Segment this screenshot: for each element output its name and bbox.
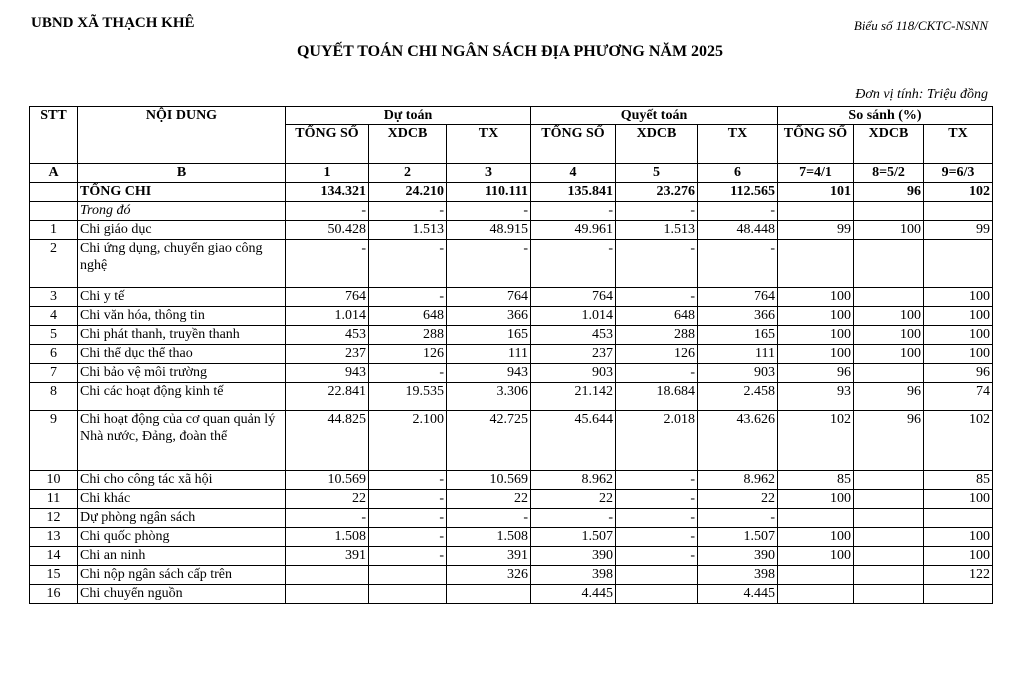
header-code: 6 bbox=[698, 164, 778, 183]
cell-value bbox=[854, 288, 924, 307]
cell-value: 85 bbox=[778, 471, 854, 490]
cell-stt: 3 bbox=[30, 288, 78, 307]
cell-value: 288 bbox=[369, 326, 447, 345]
cell-stt: 13 bbox=[30, 528, 78, 547]
cell-value: - bbox=[698, 509, 778, 528]
cell-value: 100 bbox=[924, 345, 993, 364]
cell-value: - bbox=[447, 509, 531, 528]
cell-stt: 4 bbox=[30, 307, 78, 326]
cell-value bbox=[924, 509, 993, 528]
cell-value: - bbox=[369, 547, 447, 566]
cell-value: 366 bbox=[447, 307, 531, 326]
table-row bbox=[30, 288, 993, 307]
cell-value: 1.513 bbox=[369, 221, 447, 240]
table-row bbox=[30, 528, 993, 547]
cell-value bbox=[854, 585, 924, 604]
cell-value: 10.569 bbox=[286, 471, 369, 490]
cell-value: 1.507 bbox=[698, 528, 778, 547]
organization-name: UBND XÃ THẠCH KHÊ bbox=[31, 15, 195, 31]
cell-content: Chi cho công tác xã hội bbox=[78, 471, 286, 490]
cell-content: Chi phát thanh, truyền thanh bbox=[78, 326, 286, 345]
cell-value bbox=[854, 471, 924, 490]
table-row bbox=[30, 509, 993, 528]
cell-value: 126 bbox=[616, 345, 698, 364]
cell-value bbox=[616, 566, 698, 585]
header-content: NỘI DUNG bbox=[78, 107, 286, 164]
cell-stt: 14 bbox=[30, 547, 78, 566]
cell-value: - bbox=[616, 364, 698, 383]
cell-value bbox=[369, 566, 447, 585]
cell-value: - bbox=[286, 509, 369, 528]
header-code: 3 bbox=[447, 164, 531, 183]
header-row-codes bbox=[30, 164, 993, 183]
cell-value: - bbox=[369, 240, 447, 288]
cell-value: 3.306 bbox=[447, 383, 531, 411]
header-sub: TX bbox=[924, 125, 993, 164]
cell-value: 1.508 bbox=[447, 528, 531, 547]
cell-value: - bbox=[616, 547, 698, 566]
cell-value: 398 bbox=[531, 566, 616, 585]
cell-value: 49.961 bbox=[531, 221, 616, 240]
cell-value: 288 bbox=[616, 326, 698, 345]
cell-value: 110.111 bbox=[447, 183, 531, 202]
cell-stt: 10 bbox=[30, 471, 78, 490]
cell-value: 48.915 bbox=[447, 221, 531, 240]
header-code: B bbox=[78, 164, 286, 183]
cell-value bbox=[854, 547, 924, 566]
cell-value: 22 bbox=[286, 490, 369, 509]
cell-value: 390 bbox=[698, 547, 778, 566]
cell-value bbox=[854, 566, 924, 585]
cell-value: 8.962 bbox=[531, 471, 616, 490]
header-sub: TX bbox=[447, 125, 531, 164]
budget-table bbox=[29, 106, 993, 604]
cell-stt: 15 bbox=[30, 566, 78, 585]
unit-note: Đơn vị tính: Triệu đồng bbox=[855, 87, 988, 102]
cell-value: 48.448 bbox=[698, 221, 778, 240]
table-row bbox=[30, 490, 993, 509]
table-row bbox=[30, 411, 993, 471]
cell-value: 135.841 bbox=[531, 183, 616, 202]
cell-value: - bbox=[531, 509, 616, 528]
cell-value: 366 bbox=[698, 307, 778, 326]
table-row bbox=[30, 307, 993, 326]
table-row-total bbox=[30, 183, 993, 202]
cell-value bbox=[854, 490, 924, 509]
cell-value: 648 bbox=[616, 307, 698, 326]
cell-value: 100 bbox=[778, 288, 854, 307]
cell-value: - bbox=[369, 509, 447, 528]
document-title: QUYẾT TOÁN CHI NGÂN SÁCH ĐỊA PHƯƠNG NĂM 2025 bbox=[296, 43, 724, 60]
cell-value bbox=[924, 202, 993, 221]
cell-value bbox=[854, 528, 924, 547]
cell-value: 2.018 bbox=[616, 411, 698, 471]
cell-value: 22.841 bbox=[286, 383, 369, 411]
cell-value: 2.458 bbox=[698, 383, 778, 411]
cell-value: - bbox=[698, 240, 778, 288]
table-row bbox=[30, 471, 993, 490]
cell-value: 943 bbox=[447, 364, 531, 383]
cell-content: Chi y tế bbox=[78, 288, 286, 307]
cell-value: 453 bbox=[286, 326, 369, 345]
cell-content: Chi giáo dục bbox=[78, 221, 286, 240]
cell-value: 100 bbox=[924, 307, 993, 326]
cell-value: 100 bbox=[924, 547, 993, 566]
cell-value: 453 bbox=[531, 326, 616, 345]
cell-stt: 16 bbox=[30, 585, 78, 604]
cell-value: 96 bbox=[854, 383, 924, 411]
cell-value: - bbox=[369, 471, 447, 490]
table-body bbox=[30, 183, 993, 604]
cell-content: Chi hoạt động của cơ quan quản lý Nhà nước, Đảng, đoàn thể bbox=[78, 411, 286, 471]
cell-value: 50.428 bbox=[286, 221, 369, 240]
cell-value: 100 bbox=[778, 345, 854, 364]
cell-value bbox=[778, 585, 854, 604]
cell-value: - bbox=[698, 202, 778, 221]
cell-value: 4.445 bbox=[698, 585, 778, 604]
cell-value bbox=[778, 240, 854, 288]
table-row bbox=[30, 326, 993, 345]
cell-value: 100 bbox=[778, 326, 854, 345]
cell-value: 100 bbox=[854, 345, 924, 364]
cell-value: 100 bbox=[924, 490, 993, 509]
cell-value bbox=[854, 202, 924, 221]
cell-value: 1.014 bbox=[531, 307, 616, 326]
cell-value: - bbox=[616, 528, 698, 547]
cell-value: 1.507 bbox=[531, 528, 616, 547]
cell-stt: 2 bbox=[30, 240, 78, 288]
header-sub: TỔNG SỐ bbox=[531, 125, 616, 164]
cell-value: 23.276 bbox=[616, 183, 698, 202]
cell-value: 764 bbox=[531, 288, 616, 307]
cell-value: 74 bbox=[924, 383, 993, 411]
cell-value: - bbox=[447, 240, 531, 288]
cell-content: Chi an ninh bbox=[78, 547, 286, 566]
cell-value: 2.100 bbox=[369, 411, 447, 471]
cell-value: 100 bbox=[778, 490, 854, 509]
cell-value: - bbox=[286, 202, 369, 221]
cell-value: 100 bbox=[854, 307, 924, 326]
header-sub: TX bbox=[698, 125, 778, 164]
cell-value bbox=[778, 509, 854, 528]
cell-value: 237 bbox=[531, 345, 616, 364]
cell-value: 648 bbox=[369, 307, 447, 326]
cell-value: 21.142 bbox=[531, 383, 616, 411]
cell-value: 1.508 bbox=[286, 528, 369, 547]
cell-content: Chi quốc phòng bbox=[78, 528, 286, 547]
header-code: 4 bbox=[531, 164, 616, 183]
cell-value: - bbox=[369, 528, 447, 547]
cell-value: 764 bbox=[447, 288, 531, 307]
cell-value: 10.569 bbox=[447, 471, 531, 490]
cell-value: 100 bbox=[778, 307, 854, 326]
cell-value: 22 bbox=[531, 490, 616, 509]
cell-content: Chi các hoạt động kinh tế bbox=[78, 383, 286, 411]
cell-value: 134.321 bbox=[286, 183, 369, 202]
cell-value: 100 bbox=[854, 326, 924, 345]
cell-value: - bbox=[369, 490, 447, 509]
header-group-comparison: So sánh (%) bbox=[778, 107, 993, 125]
cell-value: 22 bbox=[447, 490, 531, 509]
cell-value: 1.014 bbox=[286, 307, 369, 326]
cell-value: - bbox=[616, 202, 698, 221]
cell-value bbox=[369, 585, 447, 604]
cell-stt: 11 bbox=[30, 490, 78, 509]
cell-value: 111 bbox=[447, 345, 531, 364]
cell-value: 126 bbox=[369, 345, 447, 364]
cell-content: TỔNG CHI bbox=[78, 183, 286, 202]
cell-value: 943 bbox=[286, 364, 369, 383]
cell-value: 102 bbox=[778, 411, 854, 471]
cell-value: - bbox=[447, 202, 531, 221]
cell-value bbox=[616, 585, 698, 604]
header-code: 1 bbox=[286, 164, 369, 183]
cell-value: 24.210 bbox=[369, 183, 447, 202]
cell-content: Chi ứng dụng, chuyển giao công nghệ bbox=[78, 240, 286, 288]
cell-value: 100 bbox=[778, 547, 854, 566]
cell-value: 100 bbox=[924, 528, 993, 547]
table-row bbox=[30, 221, 993, 240]
header-code: 5 bbox=[616, 164, 698, 183]
cell-value: 19.535 bbox=[369, 383, 447, 411]
cell-value bbox=[854, 364, 924, 383]
cell-content: Chi bảo vệ môi trường bbox=[78, 364, 286, 383]
cell-stt: 7 bbox=[30, 364, 78, 383]
cell-value: 96 bbox=[924, 364, 993, 383]
cell-value: 111 bbox=[698, 345, 778, 364]
cell-stt: 5 bbox=[30, 326, 78, 345]
cell-value: 45.644 bbox=[531, 411, 616, 471]
table-row bbox=[30, 364, 993, 383]
cell-value: 398 bbox=[698, 566, 778, 585]
table-row bbox=[30, 345, 993, 364]
header-group-estimate: Dự toán bbox=[286, 107, 531, 125]
cell-value: 93 bbox=[778, 383, 854, 411]
cell-value: 96 bbox=[854, 411, 924, 471]
cell-value: 99 bbox=[924, 221, 993, 240]
cell-value: 112.565 bbox=[698, 183, 778, 202]
cell-value: - bbox=[616, 509, 698, 528]
cell-value: 326 bbox=[447, 566, 531, 585]
cell-content: Trong đó bbox=[78, 202, 286, 221]
cell-value: 390 bbox=[531, 547, 616, 566]
cell-stt: 8 bbox=[30, 383, 78, 411]
cell-value: 764 bbox=[286, 288, 369, 307]
cell-value: 237 bbox=[286, 345, 369, 364]
cell-value: 100 bbox=[924, 288, 993, 307]
cell-value: 96 bbox=[854, 183, 924, 202]
cell-value: 102 bbox=[924, 183, 993, 202]
cell-value: 903 bbox=[698, 364, 778, 383]
cell-value bbox=[854, 240, 924, 288]
cell-value: 43.626 bbox=[698, 411, 778, 471]
cell-value: 18.684 bbox=[616, 383, 698, 411]
cell-value: 1.513 bbox=[616, 221, 698, 240]
header-sub: XDCB bbox=[616, 125, 698, 164]
header-group-settlement: Quyết toán bbox=[531, 107, 778, 125]
cell-value: - bbox=[616, 240, 698, 288]
table-row bbox=[30, 547, 993, 566]
cell-value bbox=[286, 566, 369, 585]
cell-content: Chi chuyển nguồn bbox=[78, 585, 286, 604]
header-code: 2 bbox=[369, 164, 447, 183]
cell-value bbox=[778, 202, 854, 221]
header-row-groups bbox=[30, 107, 993, 125]
cell-value bbox=[854, 509, 924, 528]
cell-value: 903 bbox=[531, 364, 616, 383]
cell-value: - bbox=[616, 288, 698, 307]
cell-content: Chi thể dục thể thao bbox=[78, 345, 286, 364]
cell-value: 764 bbox=[698, 288, 778, 307]
cell-value: - bbox=[369, 288, 447, 307]
cell-value: 122 bbox=[924, 566, 993, 585]
cell-value: 391 bbox=[286, 547, 369, 566]
cell-content: Chi nộp ngân sách cấp trên bbox=[78, 566, 286, 585]
cell-stt: 12 bbox=[30, 509, 78, 528]
cell-stt: 1 bbox=[30, 221, 78, 240]
header-code: 9=6/3 bbox=[924, 164, 993, 183]
cell-value: 4.445 bbox=[531, 585, 616, 604]
cell-value: 391 bbox=[447, 547, 531, 566]
table-row bbox=[30, 566, 993, 585]
cell-value: 165 bbox=[698, 326, 778, 345]
header-code: 7=4/1 bbox=[778, 164, 854, 183]
header-sub: TỔNG SỐ bbox=[778, 125, 854, 164]
table-row bbox=[30, 240, 993, 288]
cell-value bbox=[778, 566, 854, 585]
header-code: A bbox=[30, 164, 78, 183]
cell-stt: 6 bbox=[30, 345, 78, 364]
cell-value: 96 bbox=[778, 364, 854, 383]
cell-value bbox=[924, 585, 993, 604]
cell-value: - bbox=[286, 240, 369, 288]
cell-value: 165 bbox=[447, 326, 531, 345]
cell-value: - bbox=[616, 471, 698, 490]
header-sub: TỔNG SỐ bbox=[286, 125, 369, 164]
cell-value: 44.825 bbox=[286, 411, 369, 471]
cell-value: - bbox=[531, 202, 616, 221]
cell-stt: 9 bbox=[30, 411, 78, 471]
cell-value: - bbox=[369, 364, 447, 383]
cell-value: 102 bbox=[924, 411, 993, 471]
header-sub: XDCB bbox=[369, 125, 447, 164]
cell-content: Dự phòng ngân sách bbox=[78, 509, 286, 528]
table-row bbox=[30, 202, 993, 221]
cell-content: Chi văn hóa, thông tin bbox=[78, 307, 286, 326]
cell-value: - bbox=[369, 202, 447, 221]
cell-value: - bbox=[616, 490, 698, 509]
cell-value bbox=[286, 585, 369, 604]
cell-stt bbox=[30, 183, 78, 202]
cell-value: - bbox=[531, 240, 616, 288]
cell-value: 101 bbox=[778, 183, 854, 202]
cell-value: 100 bbox=[778, 528, 854, 547]
table-row bbox=[30, 585, 993, 604]
cell-value: 85 bbox=[924, 471, 993, 490]
cell-stt bbox=[30, 202, 78, 221]
header-stt: STT bbox=[30, 107, 78, 164]
cell-value bbox=[447, 585, 531, 604]
form-number: Biểu số 118/CKTC-NSNN bbox=[853, 18, 988, 33]
cell-content: Chi khác bbox=[78, 490, 286, 509]
cell-value: 99 bbox=[778, 221, 854, 240]
cell-value: 42.725 bbox=[447, 411, 531, 471]
cell-value: 100 bbox=[854, 221, 924, 240]
cell-value: 22 bbox=[698, 490, 778, 509]
table-row bbox=[30, 383, 993, 411]
header-sub: XDCB bbox=[854, 125, 924, 164]
cell-value bbox=[924, 240, 993, 288]
cell-value: 100 bbox=[924, 326, 993, 345]
header-code: 8=5/2 bbox=[854, 164, 924, 183]
cell-value: 8.962 bbox=[698, 471, 778, 490]
